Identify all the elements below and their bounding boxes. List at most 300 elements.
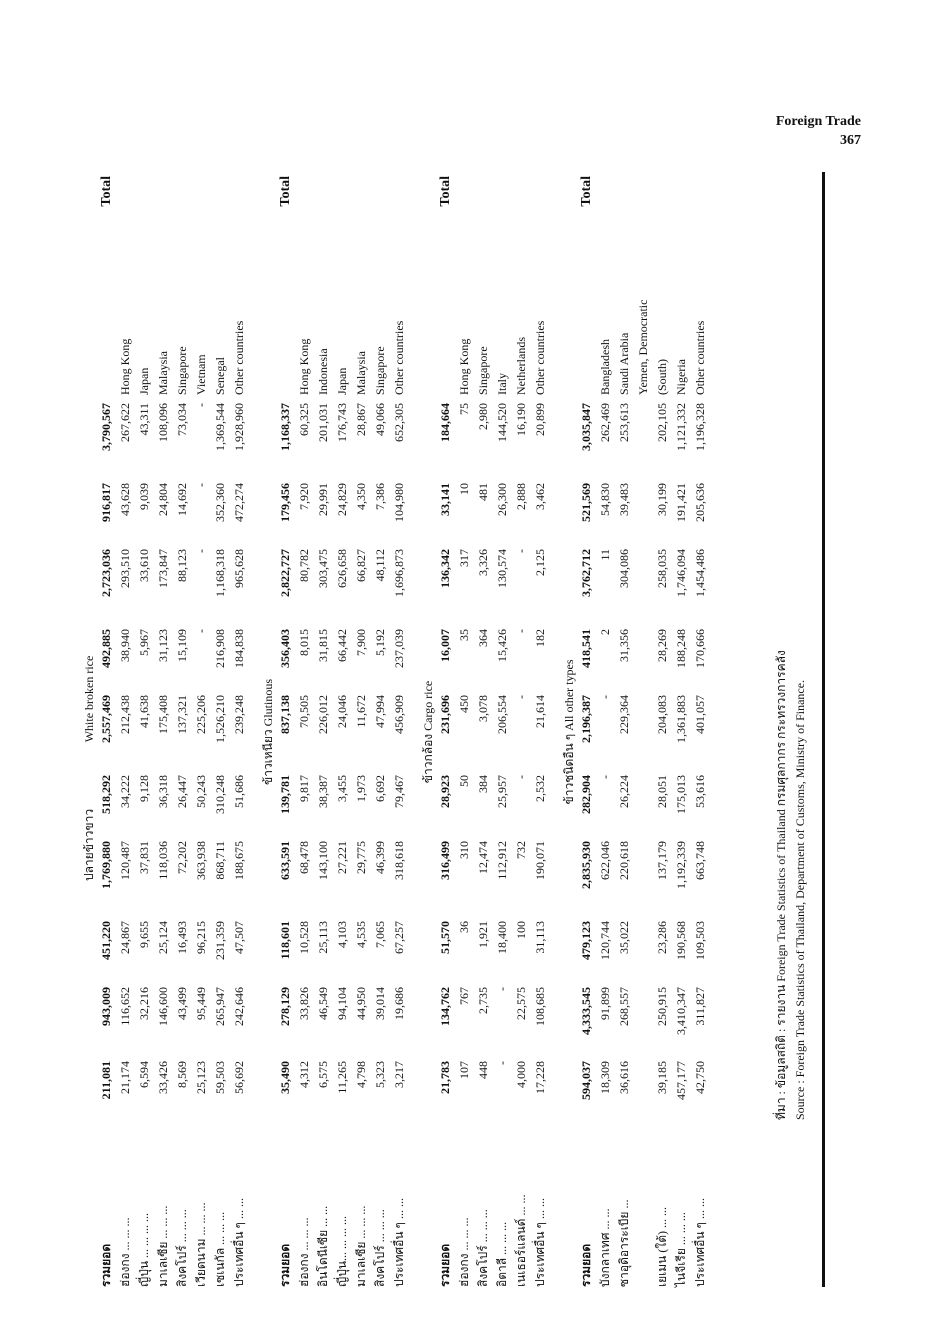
value-cell: 120,744 (598, 921, 612, 960)
value-cell: 401,057 (693, 694, 707, 734)
value-cell: 34,222 (118, 774, 132, 808)
page-number: 367 (840, 133, 861, 148)
value-cell: 767 (457, 987, 471, 1005)
value-cell: 36 (457, 921, 471, 933)
value-cell: 28,867 (354, 402, 368, 436)
value-cell: 11 (598, 548, 612, 561)
value-cell: 37,831 (137, 841, 151, 874)
spacer-cell (421, 400, 436, 480)
spacer-cell (82, 984, 97, 1058)
spacer-cell (421, 1120, 436, 1290)
row-label-thai: ญี่ปุ่น... ... ... ... (335, 1215, 349, 1287)
value-cell: 6,575 (316, 1061, 330, 1088)
spacer-cell (261, 918, 276, 984)
value-cell: - (194, 402, 208, 407)
value-cell: 42,750 (693, 1061, 707, 1094)
value-cell: 23,286 (655, 921, 669, 954)
spacer-cell (261, 170, 276, 400)
section-gap (710, 170, 722, 1290)
value-cell: 317 (457, 548, 471, 567)
value-cell: 2,735 (476, 987, 490, 1014)
section-heading: White broken rice (82, 655, 96, 743)
value-cell: 2,532 (533, 774, 547, 802)
value-cell: 15,426 (495, 628, 509, 662)
table-row (314, 170, 333, 1290)
value-cell: - (514, 548, 528, 553)
gap-cell (409, 170, 421, 1290)
value-cell: 9,128 (137, 774, 151, 802)
value-cell: 1,196,328 (693, 402, 707, 451)
row-label-thai: สิงคโปร์ ... ... ... (175, 1209, 189, 1287)
value-cell: 451,220 (99, 921, 113, 960)
value-cell: 173,847 (156, 548, 170, 588)
value-cell: 8,015 (297, 628, 311, 656)
row-label-english: Total (579, 175, 594, 207)
value-cell: 1,928,960 (232, 402, 246, 451)
row-label-english: Singapore (175, 346, 189, 395)
value-cell: 25,957 (495, 774, 509, 808)
rotated-table-area (82, 170, 817, 1290)
row-label-thai: ประเทศอื่น ๆ ... ... (232, 1198, 246, 1287)
value-cell: 41,638 (137, 694, 151, 728)
value-cell: 21,783 (438, 1061, 452, 1094)
value-cell: 6,692 (373, 774, 387, 802)
value-cell (634, 838, 653, 918)
value-cell: 28,923 (438, 774, 452, 808)
value-cell: 68,478 (297, 841, 311, 874)
value-cell: 50,243 (194, 774, 208, 808)
value-cell: 44,950 (354, 987, 368, 1020)
value-cell: 521,569 (579, 482, 593, 522)
row-label-english: Malaysia (354, 350, 368, 395)
row-label-thai: อิตาลี ... ... ... (495, 1221, 509, 1287)
value-cell: 1,921 (476, 921, 490, 948)
row-label-english: Total (278, 175, 293, 207)
value-cell: 1,168,318 (213, 548, 227, 597)
value-cell: 1,121,332 (674, 402, 688, 451)
value-cell: 21,614 (533, 694, 547, 728)
value-cell: 25,113 (316, 921, 330, 954)
row-label-thai: ญี่ปุ่น ... ... ... ... (137, 1212, 151, 1287)
value-cell: 137,321 (175, 694, 189, 734)
value-cell: 39,483 (617, 482, 631, 516)
row-label-thai: สิงคโปร์ ... ... ... (373, 1209, 387, 1287)
value-cell: 253,613 (617, 402, 631, 442)
value-cell: 109,503 (693, 921, 707, 960)
value-cell: 3,790,567 (99, 402, 113, 451)
row-label-thai: เวียดนาม ... ... ... (194, 1202, 208, 1287)
value-cell: 26,447 (175, 774, 189, 808)
row-label-english: Vietnam (194, 354, 208, 395)
value-cell: 112,912 (495, 841, 509, 880)
value-cell: 31,113 (533, 921, 547, 954)
section-heading-row (82, 170, 97, 1290)
value-cell: 43,499 (175, 987, 189, 1020)
table-body (82, 170, 722, 1290)
row-label-thai: ฮ่องกง ... ... ... (297, 1217, 311, 1287)
row-label-thai: เยเมน (ใต้) ... ... (655, 1207, 669, 1287)
value-cell: 310 (457, 841, 471, 859)
section-heading-row (261, 170, 276, 1290)
table-row (653, 170, 672, 1290)
value-cell: - (194, 628, 208, 633)
row-label-english: Japan (335, 367, 349, 395)
value-cell: 3,762,712 (579, 548, 593, 597)
value-cell: 652,305 (392, 402, 406, 442)
table-row (493, 170, 512, 1290)
value-cell: 33,826 (297, 987, 311, 1020)
section-heading-thai: ปลายข้าวขาว (82, 808, 96, 882)
value-cell: 96,215 (194, 921, 208, 954)
value-cell: 267,622 (118, 402, 132, 442)
value-cell: 3,035,847 (579, 402, 593, 451)
table-row (135, 170, 154, 1290)
value-cell: 190,071 (533, 841, 547, 880)
value-cell (634, 984, 653, 1058)
value-cell: 95,449 (194, 987, 208, 1020)
value-cell: 3,455 (335, 774, 349, 802)
gap-cell (710, 170, 722, 1290)
value-cell: 16,190 (514, 402, 528, 436)
value-cell (634, 400, 653, 480)
table-row (230, 170, 249, 1290)
value-cell: 352,360 (213, 482, 227, 522)
table-row (672, 170, 691, 1290)
value-cell: 2 (598, 628, 612, 635)
value-cell: 26,300 (495, 482, 509, 516)
value-cell: 1,361,883 (674, 694, 688, 743)
value-cell: 20,899 (533, 402, 547, 436)
value-cell: 136,342 (438, 548, 452, 588)
spacer-cell (82, 918, 97, 984)
row-label-thai: ประเทศอื่น ๆ ... ... (533, 1198, 547, 1287)
value-cell: 120,487 (118, 841, 132, 880)
value-cell: 231,696 (438, 694, 452, 734)
row-label-english: Bangladesh (598, 338, 612, 395)
value-cell: 1,454,486 (693, 548, 707, 597)
source-english: Source : Foreign Trade Statistics of Thailand, Department of Customs, Ministry of Finance. (793, 679, 807, 1120)
row-label-english: Senegal (213, 356, 227, 395)
row-label-english: Nigeria (674, 359, 688, 395)
section-heading: ข้าวกล้อง Cargo rice (421, 680, 435, 784)
spacer-cell (421, 170, 436, 400)
value-cell: 12,474 (476, 841, 490, 874)
table-row (295, 170, 314, 1290)
value-cell: 79,467 (392, 774, 406, 808)
value-cell: 1,168,337 (278, 402, 292, 451)
value-cell: 7,920 (297, 482, 311, 510)
value-cell: 3,462 (533, 482, 547, 510)
value-cell: 2,125 (533, 548, 547, 576)
value-cell: 54,830 (598, 482, 612, 516)
gap-cell (249, 170, 261, 1290)
row-label-english: Other countries (232, 320, 246, 395)
table-row (596, 170, 615, 1290)
value-cell: 225,206 (194, 694, 208, 734)
value-cell: 732 (514, 841, 528, 859)
value-cell: 36,616 (617, 1061, 631, 1094)
table-row (390, 170, 409, 1290)
value-cell: 7,386 (373, 482, 387, 510)
value-cell: 51,570 (438, 921, 452, 954)
value-cell: - (514, 774, 528, 779)
gap-cell (550, 170, 562, 1290)
value-cell: 4,535 (354, 921, 368, 948)
value-cell: 14,692 (175, 482, 189, 516)
value-cell: 139,781 (278, 774, 292, 814)
section-heading-row (562, 170, 577, 1290)
source-thai: ที่มา : ข้อมูลสถิติ : รายงาน Foreign Trade Statistics of Thailand กรมศุลกากร กระทรวงการคลัง (774, 650, 788, 1120)
value-cell: 18,309 (598, 1061, 612, 1094)
value-cell: 518,292 (99, 774, 113, 814)
value-cell: 472,274 (232, 482, 246, 522)
row-label-thai: มาเลเซีย ... ... ... (354, 1205, 368, 1287)
value-cell: 33,426 (156, 1061, 170, 1094)
value-cell: 31,815 (316, 628, 330, 662)
value-cell: 457,177 (674, 1061, 688, 1100)
value-cell: 53,616 (693, 774, 707, 808)
value-cell: 33,141 (438, 482, 452, 516)
value-cell: 24,829 (335, 482, 349, 516)
value-cell: 226,012 (316, 694, 330, 734)
value-cell: 191,421 (674, 482, 688, 522)
value-cell: 282,904 (579, 774, 593, 814)
value-cell: 201,031 (316, 402, 330, 442)
row-label-thai: ฮ่องกง ... ... ... (118, 1217, 132, 1287)
spacer-cell (421, 838, 436, 918)
table-row (192, 170, 211, 1290)
value-cell: 94,104 (335, 987, 349, 1020)
value-cell: 310,248 (213, 774, 227, 814)
value-cell: 15,109 (175, 628, 189, 662)
value-cell: 60,325 (297, 402, 311, 436)
value-cell: 50 (457, 774, 471, 787)
table-row (615, 170, 634, 1290)
row-label-thai: เซเนกัล ... ... ... (213, 1211, 227, 1287)
value-cell: 144,520 (495, 402, 509, 442)
value-cell: - (194, 482, 208, 487)
row-label-english: Other countries (693, 320, 707, 395)
value-cell: 262,469 (598, 402, 612, 442)
source-note (772, 650, 810, 1120)
value-cell: 356,403 (278, 628, 292, 668)
value-cell: 184,838 (232, 628, 246, 668)
value-cell: 175,408 (156, 694, 170, 734)
row-label-english: Saudi Arabia (617, 332, 631, 395)
value-cell: - (495, 1061, 509, 1065)
value-cell: 39,185 (655, 1061, 669, 1094)
value-cell: - (598, 774, 612, 779)
value-cell: 633,591 (278, 841, 292, 880)
spacer-cell (261, 400, 276, 480)
value-cell: - (514, 628, 528, 633)
spacer-cell (562, 984, 577, 1058)
value-cell: 1,192,339 (674, 841, 688, 889)
value-cell: 33,610 (137, 548, 151, 582)
value-cell: 11,265 (335, 1061, 349, 1094)
value-cell: 46,399 (373, 841, 387, 874)
value-cell: 184,664 (438, 402, 452, 442)
value-cell: 190,568 (674, 921, 688, 960)
value-cell: 104,980 (392, 482, 406, 522)
value-cell: - (194, 548, 208, 553)
value-cell: 108,096 (156, 402, 170, 442)
value-cell: 418,541 (579, 628, 593, 668)
value-cell: 73,034 (175, 402, 189, 436)
row-label-english: Total (438, 175, 453, 207)
value-cell: 47,507 (232, 921, 246, 954)
value-cell (634, 692, 653, 772)
value-cell: 18,400 (495, 921, 509, 954)
total-row (436, 170, 455, 1290)
value-cell: 24,046 (335, 694, 349, 728)
value-cell: 456,909 (392, 694, 406, 734)
value-cell: 868,711 (213, 841, 227, 880)
value-cell: 108,685 (533, 987, 547, 1026)
value-cell: - (514, 694, 528, 699)
value-cell: 2,888 (514, 482, 528, 510)
value-cell: 4,000 (514, 1061, 528, 1088)
value-cell: 220,618 (617, 841, 631, 880)
value-cell: 31,356 (617, 628, 631, 662)
value-cell (634, 772, 653, 838)
value-cell: 91,899 (598, 987, 612, 1020)
value-cell: 137,179 (655, 841, 669, 880)
value-cell: 49,066 (373, 402, 387, 436)
total-row (97, 170, 116, 1290)
value-cell: 304,086 (617, 548, 631, 588)
spacer-cell (562, 918, 577, 984)
spacer-cell (82, 400, 97, 480)
value-cell: 179,456 (278, 482, 292, 522)
value-cell: 10 (457, 482, 471, 495)
spacer-cell (261, 1120, 276, 1290)
row-label-thai: รวมยอด (579, 1243, 593, 1287)
value-cell: 4,798 (354, 1061, 368, 1088)
spacer-cell (261, 1058, 276, 1120)
table-row (352, 170, 371, 1290)
section-gap (550, 170, 562, 1290)
value-cell: 56,692 (232, 1061, 246, 1094)
value-cell: 35,490 (278, 1061, 292, 1094)
value-cell: 1,746,094 (674, 548, 688, 597)
value-cell: 916,817 (99, 482, 113, 522)
table-row (333, 170, 352, 1290)
value-cell: 278,129 (278, 987, 292, 1026)
value-cell: 25,123 (194, 1061, 208, 1094)
table-row (691, 170, 710, 1290)
spacer-cell (421, 546, 436, 626)
spacer-cell (261, 546, 276, 626)
value-cell: 237,039 (392, 628, 406, 668)
value-cell: 48,112 (373, 548, 387, 582)
section-heading: ข้าวเหนียว Glutinous (261, 678, 275, 785)
value-cell: 3,078 (476, 694, 490, 722)
value-cell: 626,658 (335, 548, 349, 588)
row-label-thai: อินโดนีเซีย ... ... (316, 1205, 330, 1287)
value-cell: 51,686 (232, 774, 246, 808)
value-cell: 1,696,873 (392, 548, 406, 597)
row-label-thai: รวมยอด (99, 1243, 113, 1287)
spacer-cell (261, 480, 276, 546)
value-cell: 965,628 (232, 548, 246, 588)
value-cell: 1,526,210 (213, 694, 227, 743)
value-cell: 2,980 (476, 402, 490, 430)
spacer-cell (261, 984, 276, 1058)
value-cell: 31,123 (156, 628, 170, 662)
row-label-english: (South) (655, 358, 669, 395)
value-cell: 88,123 (175, 548, 189, 582)
value-cell (634, 918, 653, 984)
value-cell: 318,618 (392, 841, 406, 880)
value-cell: 5,323 (373, 1061, 387, 1088)
row-label-thai: ฮ่องกง ... ... ... (457, 1217, 471, 1287)
column-rule (822, 172, 825, 1287)
section-gap (249, 170, 261, 1290)
value-cell: 134,762 (438, 987, 452, 1026)
value-cell: 5,192 (373, 628, 387, 656)
row-label-thai: รวมยอด (438, 1243, 452, 1287)
value-cell: 116,652 (118, 987, 132, 1026)
value-cell (634, 546, 653, 626)
page-header (776, 112, 861, 150)
value-cell: 837,138 (278, 694, 292, 734)
table-row (512, 170, 531, 1290)
row-label-english: Hong Kong (118, 338, 132, 395)
spacer-cell (562, 170, 577, 400)
spacer-cell (562, 1120, 577, 1290)
value-cell: 170,666 (693, 628, 707, 668)
row-label-english: Japan (137, 367, 151, 395)
value-cell: 24,867 (118, 921, 132, 954)
value-cell (634, 1058, 653, 1120)
value-cell: 16,007 (438, 628, 452, 662)
table-row (211, 170, 230, 1290)
value-cell: 212,438 (118, 694, 132, 734)
value-cell: 268,557 (617, 987, 631, 1026)
table-row (455, 170, 474, 1290)
value-cell: 293,510 (118, 548, 132, 588)
value-cell: 46,549 (316, 987, 330, 1020)
value-cell: 70,505 (297, 694, 311, 728)
value-cell: 17,228 (533, 1061, 547, 1094)
value-cell: 182 (533, 628, 547, 647)
value-cell: 146,600 (156, 987, 170, 1026)
section-heading: ข้าวชนิดอื่น ๆ All other types (562, 659, 576, 805)
value-cell: 175,013 (674, 774, 688, 814)
value-cell: 1,973 (354, 774, 368, 802)
value-cell: - (495, 987, 509, 991)
value-cell: 479,123 (579, 921, 593, 960)
row-label-english: Singapore (476, 346, 490, 395)
value-cell: 30,199 (655, 482, 669, 516)
value-cell: 28,269 (655, 628, 669, 662)
row-label-thai (634, 1120, 653, 1290)
row-label-thai: ไนจีเรีย ... ... ... (674, 1212, 688, 1287)
row-label-english: Malaysia (156, 350, 170, 395)
value-cell: 481 (476, 482, 490, 501)
value-cell: 19,686 (392, 987, 406, 1020)
value-cell: 9,039 (137, 482, 151, 510)
spacer-cell (421, 918, 436, 984)
value-cell: 3,326 (476, 548, 490, 576)
value-cell: 239,248 (232, 694, 246, 734)
value-cell: 206,554 (495, 694, 509, 734)
value-cell: 4,333,545 (579, 987, 593, 1035)
value-cell: 29,991 (316, 482, 330, 516)
spacer-cell (82, 546, 97, 626)
value-cell: 10,528 (297, 921, 311, 954)
